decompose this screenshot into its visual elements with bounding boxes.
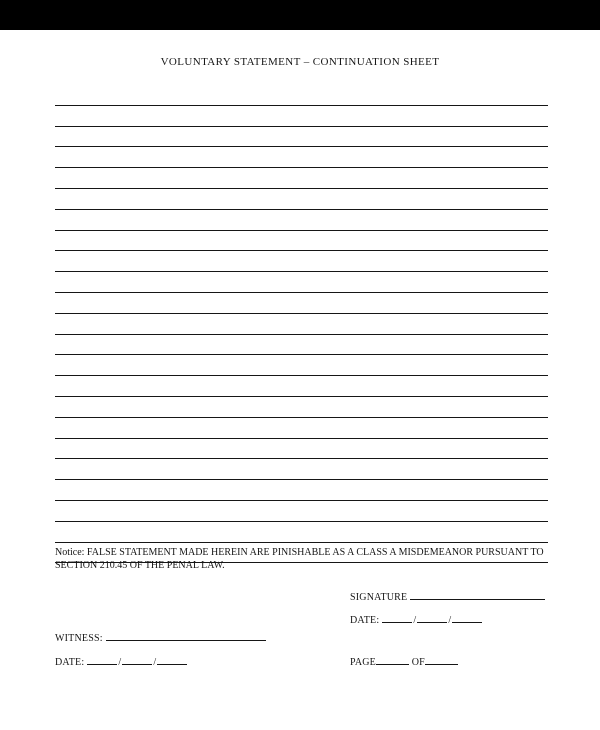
statement-line [55, 168, 548, 189]
page-number-blank [376, 654, 409, 665]
statement-line [55, 355, 548, 376]
page-label: PAGE [350, 657, 376, 668]
statement-line [55, 480, 548, 501]
statement-line [55, 251, 548, 272]
signature-date-row [350, 612, 482, 626]
signature-date-year-blank [452, 612, 482, 623]
statement-line [55, 439, 548, 460]
signature-blank-field [410, 589, 545, 600]
witness-label: WITNESS: [55, 633, 103, 644]
statement-line [55, 397, 548, 418]
witness-row [55, 630, 266, 644]
statement-lines [55, 85, 548, 563]
statement-line [55, 459, 548, 480]
witness-blank-field [106, 630, 266, 641]
signature-row [350, 589, 545, 603]
signature-label: SIGNATURE [350, 592, 408, 603]
page-total-blank [425, 654, 458, 665]
date-slash: / [413, 615, 417, 626]
statement-line [55, 85, 548, 106]
witness-date-label: DATE: [55, 657, 85, 668]
notice-line-2: SECTION 210.45 OF THE PENAL LAW. [55, 559, 225, 571]
statement-line [55, 189, 548, 210]
statement-line [55, 335, 548, 356]
statement-line [55, 210, 548, 231]
witness-date-year-blank [157, 654, 187, 665]
page-number-row [350, 654, 458, 668]
statement-line [55, 314, 548, 335]
date-slash: / [448, 615, 452, 626]
notice-line-1: Notice: FALSE STATEMENT MADE HEREIN ARE PINISHABLE AS A CLASS A MISDEMEANOR PURSUANT TO [55, 547, 544, 558]
signature-date-label: DATE: [350, 615, 380, 626]
statement-line [55, 272, 548, 293]
of-label: OF [411, 657, 425, 668]
top-black-bar [0, 0, 600, 30]
notice-text [55, 547, 555, 572]
statement-line [55, 127, 548, 148]
statement-line [55, 231, 548, 252]
signature-date-day-blank [417, 612, 447, 623]
statement-line [55, 501, 548, 522]
witness-date-month-blank [87, 654, 117, 665]
witness-date-day-blank [122, 654, 152, 665]
statement-line [55, 376, 548, 397]
witness-date-row [55, 654, 187, 668]
date-slash: / [153, 657, 157, 668]
statement-line [55, 293, 548, 314]
form-title: VOLUNTARY STATEMENT – CONTINUATION SHEET [160, 56, 440, 68]
statement-line [55, 106, 548, 127]
statement-line [55, 147, 548, 168]
date-slash: / [118, 657, 122, 668]
statement-line [55, 418, 548, 439]
signature-date-month-blank [382, 612, 412, 623]
statement-line [55, 522, 548, 543]
